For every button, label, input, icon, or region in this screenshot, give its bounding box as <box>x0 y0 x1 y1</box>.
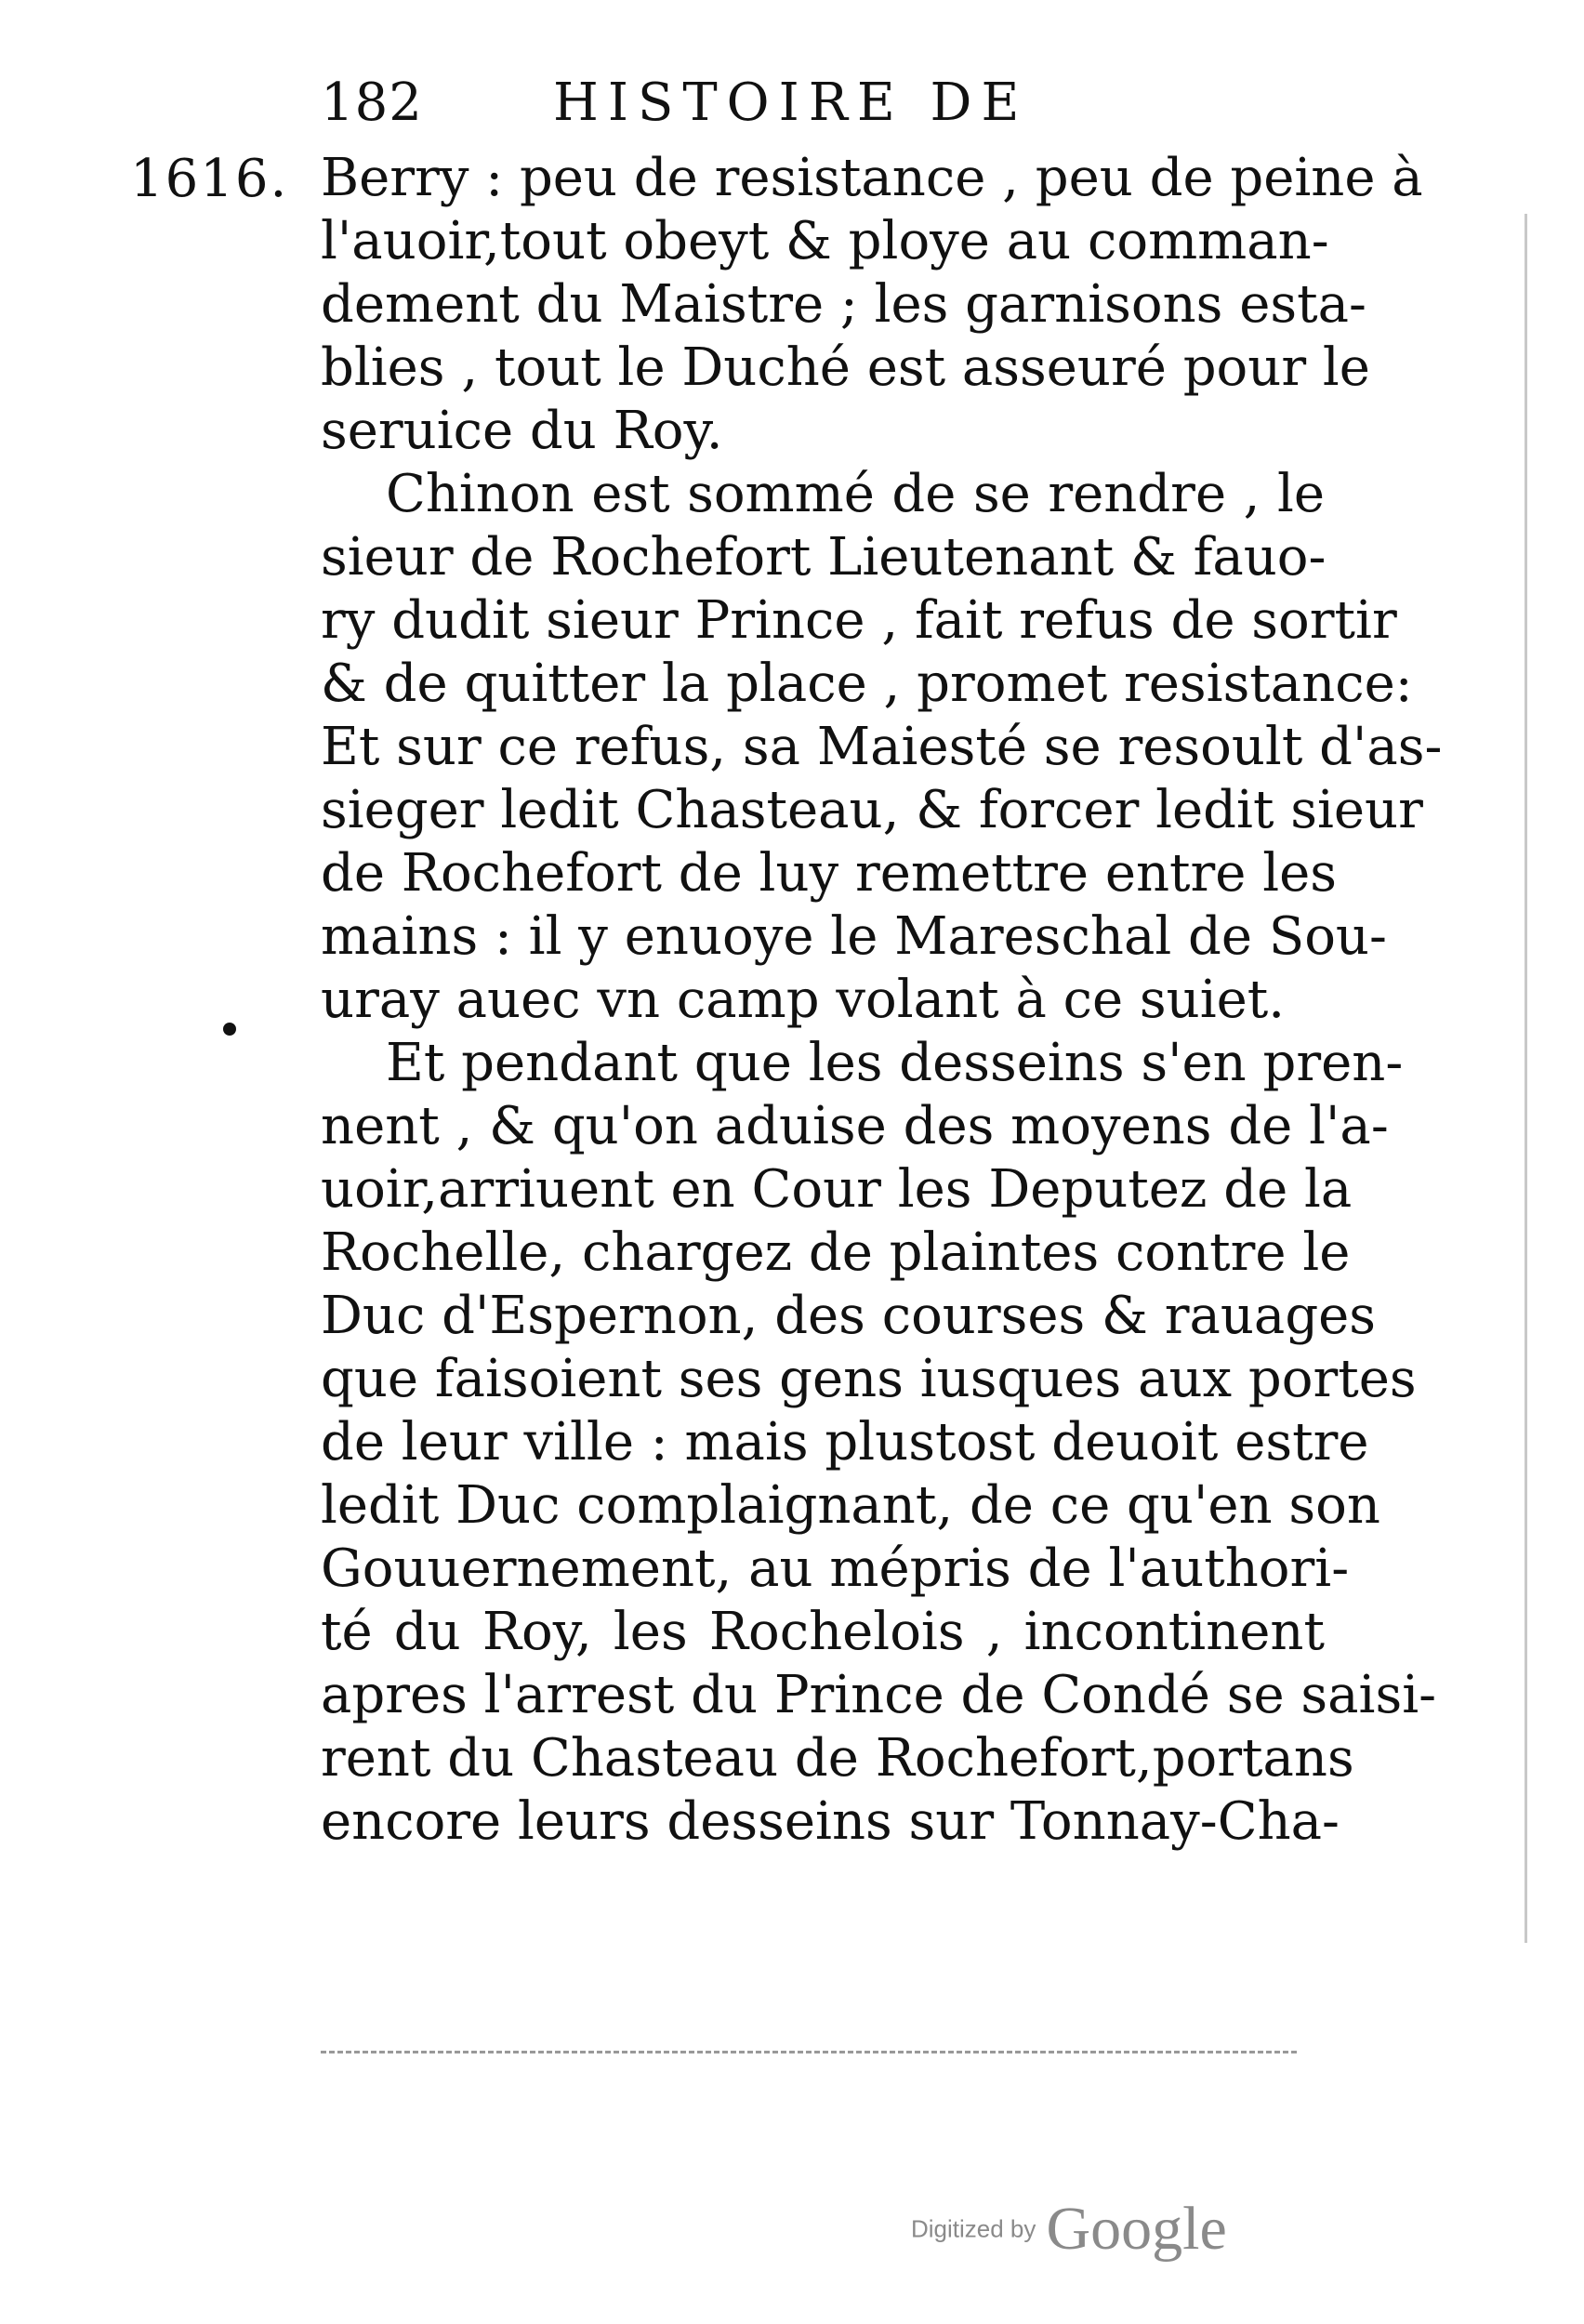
text-line: sieger ledit Chasteau, & forcer ledit sieur <box>321 780 1423 840</box>
text-line: que faisoient ses gens iusques aux portes <box>321 1349 1417 1409</box>
text-line: dement du Maistre ; les garnisons esta- <box>321 274 1366 335</box>
text-line: de Rochefort de luy remettre entre les <box>321 843 1338 904</box>
text-line: uray auec vn camp volant à ce suiet. <box>321 970 1286 1030</box>
text-line: & de quitter la place , promet resistance: <box>321 654 1413 714</box>
text-line: encore leurs desseins sur Tonnay-Cha- <box>321 1791 1340 1852</box>
text-line: sieur de Rochefort Lieutenant & fauo- <box>321 527 1327 588</box>
text-line: apres l'arrest du Prince de Condé se saisi- <box>321 1665 1437 1725</box>
running-head <box>321 73 1250 147</box>
text-line: mains : il y enuoye le Mareschal de Sou- <box>321 906 1387 967</box>
text-line: Chinon est sommé de se rendre , le <box>386 464 1325 524</box>
bottom-rule <box>321 2051 1297 2055</box>
margin-year: 1616. <box>130 149 289 209</box>
text-line: Gouuernement, au mépris de l'authori- <box>321 1538 1350 1599</box>
text-line: nent , & qu'on aduise des moyens de l'a- <box>321 1096 1389 1156</box>
text-line: uoir,arriuent en Cour les Deputez de la <box>321 1159 1353 1220</box>
text-line: rent du Chasteau de Rochefort,portans <box>321 1728 1354 1789</box>
text-line: Duc d'Espernon, des courses & rauages <box>321 1286 1377 1346</box>
text-line: l'auoir,tout obeyt & ploye au comman- <box>321 211 1329 271</box>
gutter-shadow <box>1525 214 1527 1943</box>
watermark-prefix: Digitized by <box>911 2214 1036 2243</box>
text-line: Berry : peu de resistance , peu de peine à <box>321 148 1423 208</box>
digitized-watermark <box>911 2194 1227 2263</box>
text-line: blies , tout le Duché est asseuré pour le <box>321 337 1370 398</box>
margin-mark <box>223 1023 236 1036</box>
body-text <box>321 147 1443 1854</box>
page-number: 182 <box>321 73 423 133</box>
text-line: Et sur ce refus, sa Maiesté se resoult d'as- <box>321 717 1443 777</box>
text-line: Rochelle, chargez de plaintes contre le <box>321 1222 1351 1283</box>
text-line: té du Roy, les Rochelois , incontinent <box>321 1602 1325 1662</box>
running-title: HISTOIRE DE <box>553 73 1029 133</box>
text-line: ry dudit sieur Prince , fait refus de sortir <box>321 590 1397 651</box>
text-line: Et pendant que les desseins s'en pren- <box>386 1033 1404 1093</box>
text-line: ledit Duc complaignant, de ce qu'en son <box>321 1475 1380 1536</box>
google-logo: Google <box>1046 2195 1227 2263</box>
text-line: de leur ville : mais plustost deuoit estre <box>321 1412 1369 1472</box>
text-line: seruice du Roy. <box>321 401 723 461</box>
